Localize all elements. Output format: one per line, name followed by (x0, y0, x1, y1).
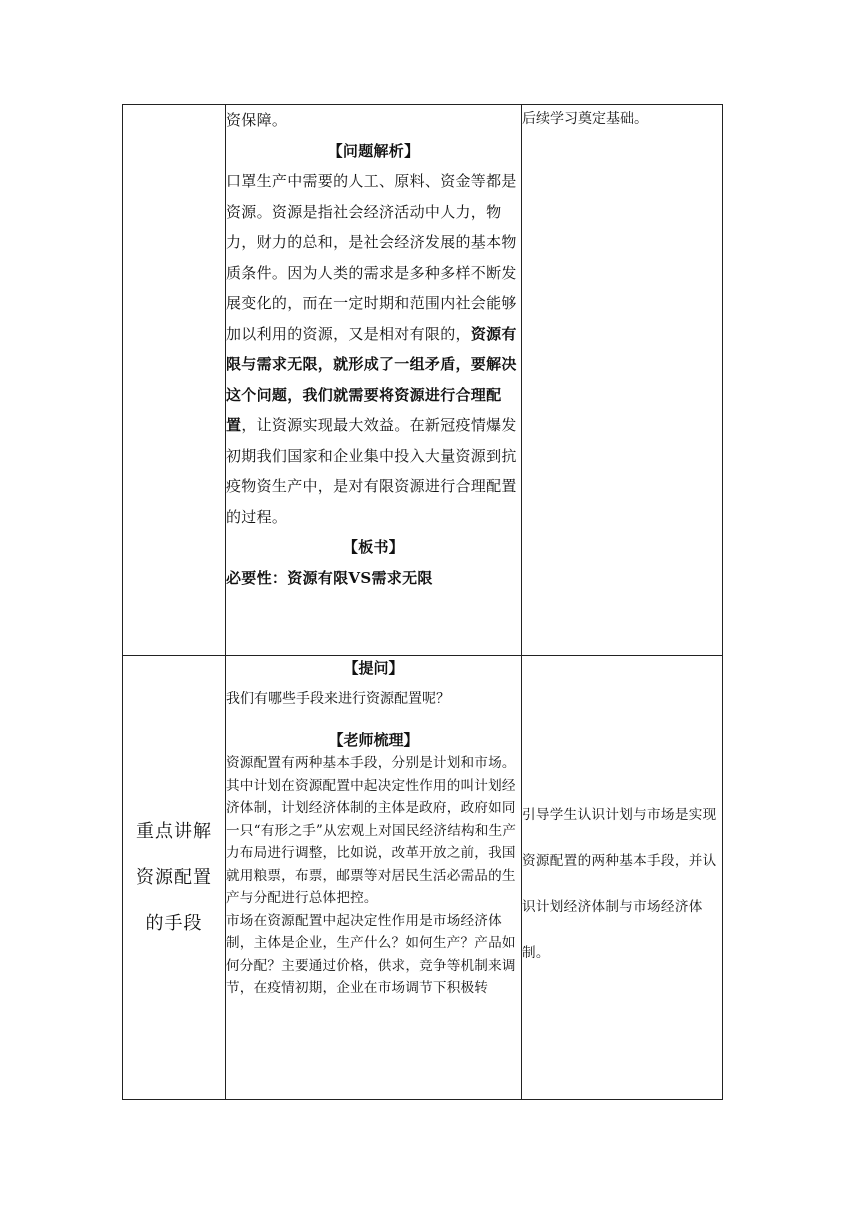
section-heading: 【老师梳理】 (328, 731, 419, 749)
spacer (226, 718, 521, 728)
design-intent-cell (522, 656, 723, 1100)
section-heading: 【提问】 (343, 659, 404, 677)
board-bold: 必要性：资源有限VS需求无限 (226, 568, 433, 587)
analysis-text-end: ，让资源实现最大效益。在新冠疫情爆发初期我们国家和企业集中投入大量资源到抗疫物资生产中，是对有限资源进行合理配置的过程。 (226, 416, 517, 526)
stage-label: 重点讲解资源配置的手段 (136, 820, 212, 934)
analysis-bold-text: 资源有限与需求无限，就形成了一组矛盾，要解决这个问题，我们就需要将资源进行合理配置 (226, 324, 517, 434)
content-line: 资保障。 (226, 111, 288, 129)
explanation-paragraph: 其中计划在资源配置中起决定性作用的叫计划经济体制，计划经济体制的主体是政府，政府如同一只“有形之手”从宏观上对国民经济结构和生产力布局进行调整，比如说，改革开放之前，我国就用粮票，布票，邮票等对居民生活必需品的生产与分配进行总体把控。 (226, 777, 517, 906)
explanation-paragraph: 市场在资源配置中起决定性作用是市场经济体制，主体是企业，生产什么？如何生产？产品如何分配？主要通过价格，供求，竞争等机制来调节，在疫情初期，企业在市场调节下积极转 (226, 912, 516, 996)
analysis-text: 口罩生产中需要的人工、原料、资金等都是资源。资源是指社会经济活动中人力，物力，财力的总和，是社会经济发展的基本物质条件。因为人类的需求是多种多样不断发展变化的，而在一定时期和范围内社会能够加以利用的资源，又是相对有限的， (226, 172, 517, 343)
stage-label-cell (123, 105, 226, 656)
design-intent-text: 后续学习奠定基础。 (522, 111, 648, 127)
analysis-paragraph (226, 166, 521, 532)
board-text (226, 563, 521, 594)
table-row (123, 656, 723, 1100)
section-heading: 【问题解析】 (327, 141, 420, 160)
table-row (123, 105, 723, 656)
explanation-paragraph: 资源配置有两种基本手段，分别是计划和市场。 (226, 755, 516, 771)
design-intent-text: 引导学生认识计划与市场是实现资源配置的两种基本手段，并认识计划经济体制与市场经济体制。 (522, 807, 717, 961)
stage-label-cell (123, 656, 226, 1100)
activity-cell (226, 105, 522, 656)
design-intent-cell (522, 105, 723, 656)
lesson-plan-table (122, 104, 723, 1100)
section-heading: 【板书】 (342, 538, 405, 556)
question-text: 我们有哪些手段来进行资源配置呢？ (226, 691, 450, 707)
activity-cell (226, 656, 522, 1100)
